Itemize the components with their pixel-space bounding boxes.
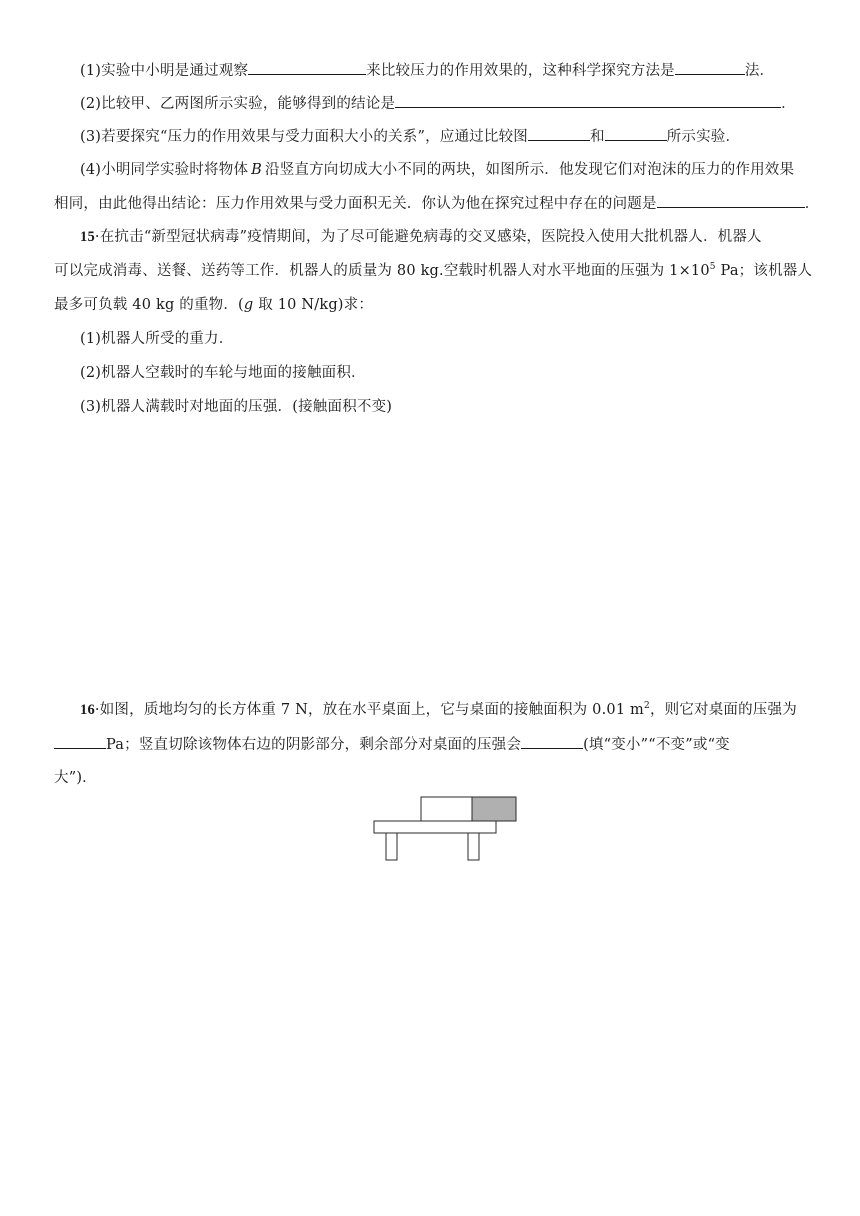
q14-part4-line1 <box>80 160 814 180</box>
q15-line2 <box>54 261 814 281</box>
table-leg-right <box>468 833 479 860</box>
q15-subquestion-3: (3)机器人满载时对地面的压强．(接触面积不变) <box>80 399 393 415</box>
question-number: 16 <box>80 702 95 718</box>
q14-part2 <box>80 93 814 114</box>
answer-blank[interactable] <box>605 126 667 141</box>
answer-blank[interactable] <box>54 734 106 749</box>
q16-line3 <box>54 768 814 788</box>
q14-part4-text-a: (4)小明同学实验时将物体 <box>80 162 249 178</box>
q15-subquestion-1: (1)机器人所受的重力． <box>80 331 234 347</box>
q16-text-l3: 大”)． <box>54 770 97 786</box>
table-leg-left <box>386 833 397 860</box>
q14-part2-text-b: ． <box>781 96 796 112</box>
q14-part3-text-a: (3)若要探究“压力的作用效果与受力面积大小的关系”，应通过比较图 <box>80 129 528 145</box>
q14-part4-text-d: 相同，由此他得出结论：压力作用效果与受力面积无关．你认为他在探究过程中存在的问题是 <box>54 196 657 212</box>
answer-blank[interactable] <box>395 93 781 108</box>
variable-b: B <box>251 162 262 178</box>
q15-line3 <box>54 295 814 315</box>
q14-part1 <box>80 60 814 81</box>
q16-line2 <box>54 734 814 755</box>
q15-text-l2a: 可以完成消毒、送餐、送药等工作．机器人的质量为 80 kg.空载时机器人对水平地面的压强为 1×10 <box>54 263 710 279</box>
q15-text-l2b: Pa；该机器人 <box>715 263 813 279</box>
q14-part2-text-a: (2)比较甲、乙两图所示实验，能够得到的结论是 <box>80 96 396 112</box>
q14-part3 <box>80 126 814 147</box>
q14-part4-line2 <box>54 193 820 214</box>
question-separator: · <box>94 702 100 718</box>
q16-text-l2b: (填“变小”“不变”或“变 <box>583 737 730 753</box>
shaded-block <box>472 797 516 821</box>
q14-part3-text-b: 和 <box>589 129 605 145</box>
q16-text-l1a: 如图，质地均匀的长方体重 7 N，放在水平桌面上，它与桌面的接触面积为 0.01 m <box>99 702 644 718</box>
answer-blank[interactable] <box>528 126 590 141</box>
table-block-figure <box>370 795 520 865</box>
q16-text-l2a: Pa；竖直切除该物体右边的阴影部分，剩余部分对桌面的压强会 <box>106 737 522 753</box>
q14-part4-text-e: ． <box>804 196 820 212</box>
answer-blank[interactable] <box>675 60 745 75</box>
answer-blank[interactable] <box>248 60 366 75</box>
superscript: 2 <box>644 701 650 712</box>
q15-subquestion-2: (2)机器人空载时的车轮与地面的接触面积． <box>80 365 366 381</box>
remaining-block <box>421 797 472 821</box>
q14-part1-text-c: 法． <box>744 63 775 79</box>
question-separator: · <box>94 229 100 245</box>
q16-text-l1b: ，则它对桌面的压强为 <box>649 702 797 718</box>
q16-line1 <box>80 700 814 720</box>
q14-part3-text-c: 所示实验． <box>666 129 741 145</box>
answer-blank[interactable] <box>657 193 805 208</box>
q14-part1-text-b: 来比较压力的作用效果的，这种科学探究方法是 <box>366 63 675 79</box>
q15-text-l3b: 取 10 N/kg)求： <box>253 297 374 313</box>
q15-text-l1: 在抗击“新型冠状病毒”疫情期间，为了尽可能避免病毒的交叉感染，医院投入使用大批机器人．机器人 <box>99 229 762 245</box>
q15-text-l3a: 最多可负载 40 kg 的重物．( <box>54 297 244 313</box>
q14-part1-text-a: (1)实验中小明是通过观察 <box>80 63 249 79</box>
superscript: 5 <box>709 262 716 273</box>
question-number: 15 <box>80 229 95 245</box>
table-top <box>374 821 496 833</box>
q15-line1 <box>80 227 814 247</box>
answer-blank[interactable] <box>521 734 583 749</box>
q14-part4-text-c: 沿竖直方向切成大小不同的两块，如图所示．他发现它们对泡沫的压力的作用效果 <box>265 162 795 178</box>
variable-g: g <box>243 297 254 313</box>
